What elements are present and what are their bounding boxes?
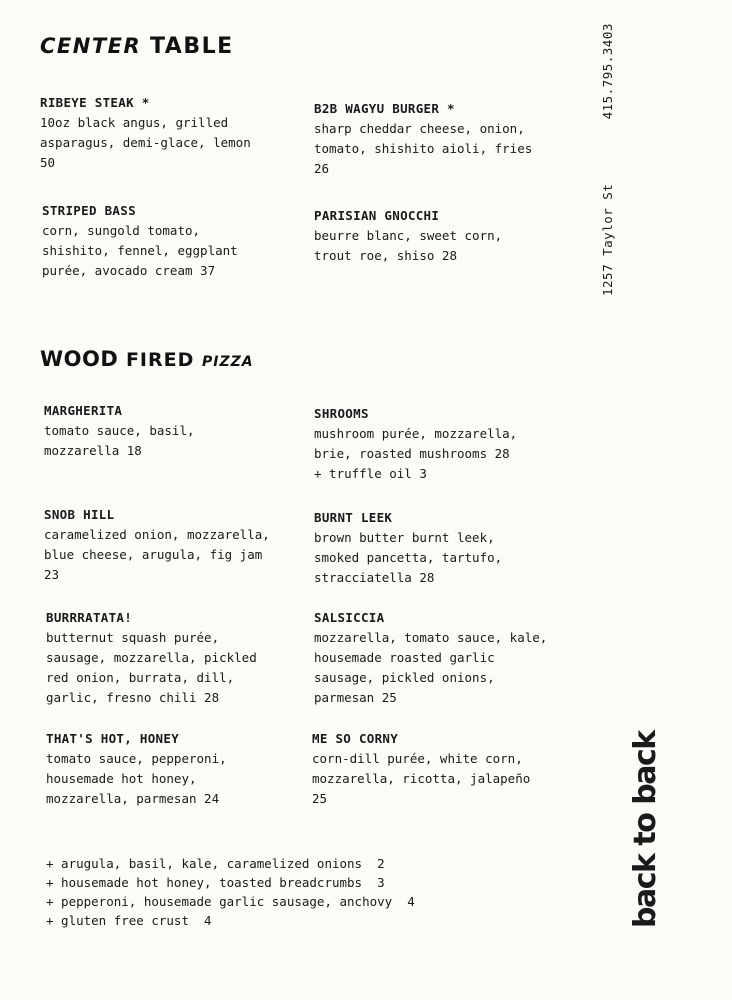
item-description: mushroom purée, mozzarella, brie, roasted mushrooms 28 + truffle oil 3 [314,426,518,481]
menu-item [46,729,308,809]
item-name: SHROOMS [314,406,369,421]
item-description: sharp cheddar cheese, onion, tomato, shishito aioli, fries 26 [314,121,533,176]
item-description: tomato sauce, pepperoni, housemade hot honey, mozzarella, parmesan 24 [46,751,227,806]
item-description: mozzarella, tomato sauce, kale, housemade roasted garlic sausage, pickled onions, parmesan 25 [314,630,548,705]
item-description: corn-dill purée, white corn, mozzarella, ricotta, jalapeño 25 [312,751,531,806]
menu-item [44,505,306,585]
contact-info [600,6,615,296]
menu-item [46,608,308,708]
addon-line: + pepperoni, housemade garlic sausage, anchovy 4 [46,894,415,909]
menu-item [314,99,576,179]
item-name: BURNT LEEK [314,510,393,525]
brand-logo: back to back [628,731,663,928]
item-description: tomato sauce, basil, mozzarella 18 [44,423,195,458]
addons-list [46,854,415,930]
menu-item [40,93,302,173]
item-description: corn, sungold tomato, shishito, fennel, eggplant purée, avocado cream 37 [42,223,238,278]
heading-word: FIRED [125,349,195,371]
item-description: 10oz black angus, grilled asparagus, demi-glace, lemon 50 [40,115,251,170]
addon-line: + housemade hot honey, toasted breadcrumbs 3 [46,875,385,890]
menu-item [44,401,306,461]
heading-word: CENTER [40,34,142,58]
phone: 415.795.3403 [600,23,615,120]
item-name: BURRRATATA! [46,610,133,625]
heading-word: WOOD [40,347,119,371]
item-name: STRIPED BASS [42,203,136,218]
item-name: SNOB HILL [44,507,115,522]
menu-item [314,206,576,266]
section-heading-wood-fired-pizza [40,347,254,371]
item-name: PARISIAN GNOCCHI [314,208,440,223]
menu-item [314,608,576,708]
item-name: THAT'S HOT, HONEY [46,731,180,746]
item-description: brown butter burnt leek, smoked pancetta, tartufo, stracciatella 28 [314,530,503,585]
section-heading-center-table [40,34,234,59]
menu-item [42,201,304,281]
item-name: B2B WAGYU BURGER * [314,101,455,116]
item-name: RIBEYE STEAK * [40,95,150,110]
item-name: ME SO CORNY [312,731,399,746]
heading-word: TABLE [150,34,234,59]
item-description: beurre blanc, sweet corn, trout roe, shiso 28 [314,228,503,263]
addon-line: + arugula, basil, kale, caramelized onions 2 [46,856,385,871]
menu-item [314,404,576,484]
item-name: SALSICCIA [314,610,385,625]
item-description: butternut squash purée, sausage, mozzarella, pickled red onion, burrata, dill, garlic, fresno chili 28 [46,630,257,705]
heading-word: PIZZA [202,354,254,370]
menu-item [314,508,576,588]
menu-item [312,729,574,809]
item-name: MARGHERITA [44,403,123,418]
address: 1257 Taylor St [600,183,615,296]
addon-line: + gluten free crust 4 [46,913,212,928]
item-description: caramelized onion, mozzarella, blue cheese, arugula, fig jam 23 [44,527,270,582]
